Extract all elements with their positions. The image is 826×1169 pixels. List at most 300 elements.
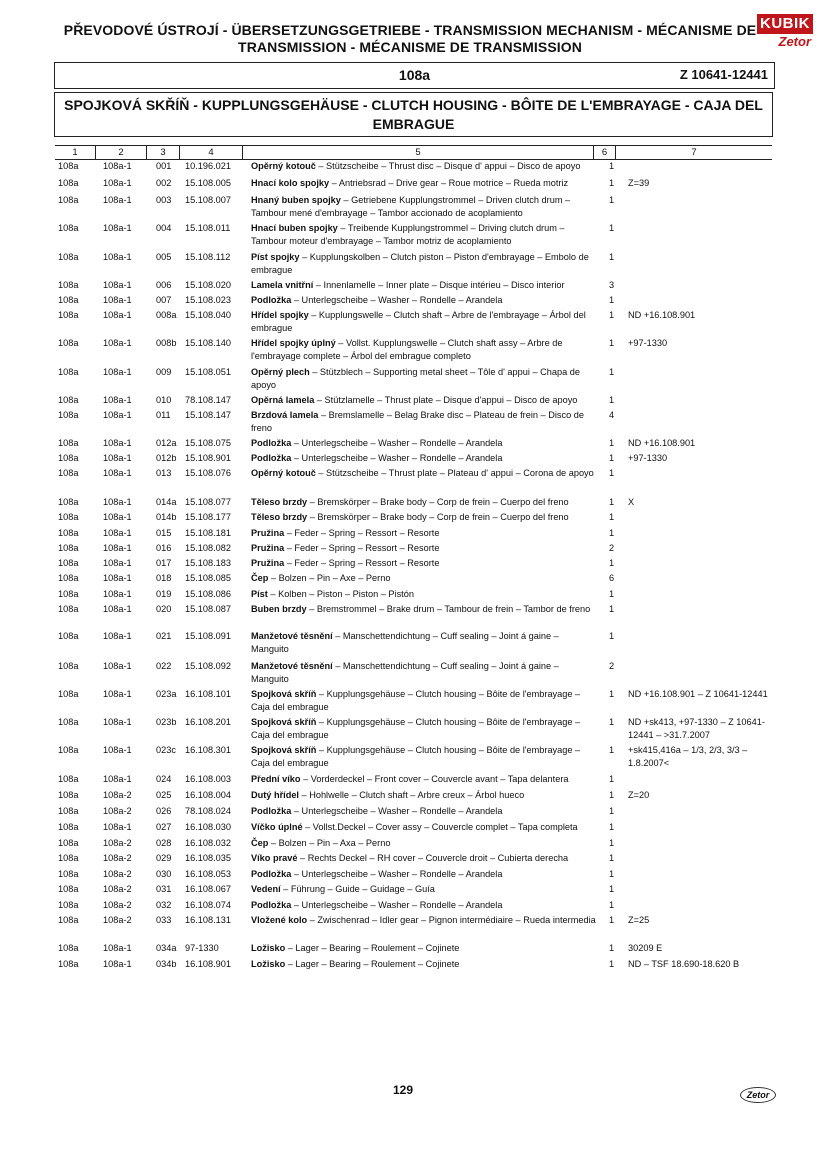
cell-section: 108a xyxy=(58,806,79,816)
description-translations: – Kolben – Piston – Piston – Pistón xyxy=(267,589,414,599)
cell-quantity: 1 xyxy=(609,161,615,171)
cell-part-number: 15.108.183 xyxy=(185,558,231,568)
description-translations: – Manschettendichtung – Cuff sealing – Joint á gaine – Manguito xyxy=(251,661,559,684)
cell-position: 009 xyxy=(156,367,172,377)
description-translations: – Vorderdeckel – Front cover – Couvercle avant – Tapa delantera xyxy=(300,774,569,784)
description-czech: Vložené kolo xyxy=(251,915,308,925)
description-translations: – Bremskörper – Brake body – Corp de frein – Cuerpo del freno xyxy=(307,497,569,507)
cell-part-number: 15.108.011 xyxy=(185,223,231,233)
cell-figure: 108a-1 xyxy=(103,543,132,553)
cell-description xyxy=(251,958,596,971)
description-translations: – Kupplungsgehäuse – Clutch housing – Bôite de l'embrayage – Caja del embrague xyxy=(251,745,581,768)
cell-figure: 108a-1 xyxy=(103,573,132,583)
cell-quantity: 2 xyxy=(609,543,615,553)
cell-section: 108a xyxy=(58,558,79,568)
cell-quantity: 1 xyxy=(609,790,615,800)
cell-position: 028 xyxy=(156,838,172,848)
cell-position: 010 xyxy=(156,395,172,405)
cell-position: 003 xyxy=(156,195,172,205)
cell-quantity: 1 xyxy=(609,310,615,320)
cell-part-number: 15.108.085 xyxy=(185,573,231,583)
cell-description xyxy=(251,716,596,742)
cell-quantity: 4 xyxy=(609,410,615,420)
description-translations: – Bremslamelle – Belag Brake disc – Plateau de frein – Disco de freno xyxy=(251,410,584,433)
description-czech: Podložka xyxy=(251,438,292,448)
cell-description xyxy=(251,337,596,363)
cell-figure: 108a-1 xyxy=(103,338,132,348)
cell-description xyxy=(251,899,596,912)
description-czech: Čep xyxy=(251,838,269,848)
cell-section: 108a xyxy=(58,790,79,800)
cell-section: 108a xyxy=(58,395,79,405)
description-translations: – Antriebsrad – Drive gear – Roue motrice – Rueda motriz xyxy=(329,178,569,188)
cell-quantity: 1 xyxy=(609,631,615,641)
cell-part-number: 16.108.131 xyxy=(185,915,231,925)
cell-description xyxy=(251,603,596,616)
logo-brand: KUBIK xyxy=(757,14,813,34)
cell-section: 108a xyxy=(58,310,79,320)
cell-quantity: 1 xyxy=(609,774,615,784)
cell-position: 008a xyxy=(156,310,177,320)
description-translations: – Rechts Deckel – RH cover – Couvercle droit – Cubierta derecha xyxy=(297,853,569,863)
cell-figure: 108a-1 xyxy=(103,252,132,262)
cell-part-number: 15.108.091 xyxy=(185,631,231,641)
description-translations: – Unterlegscheibe – Washer – Rondelle – Arandela xyxy=(291,806,503,816)
description-czech: Hřídel spojky xyxy=(251,310,309,320)
cell-quantity: 6 xyxy=(609,573,615,583)
cell-position: 027 xyxy=(156,822,172,832)
cell-description xyxy=(251,177,596,190)
cell-quantity: 1 xyxy=(609,884,615,894)
section-code-box xyxy=(54,62,775,89)
cell-section: 108a xyxy=(58,367,79,377)
cell-quantity: 1 xyxy=(609,195,615,205)
cell-quantity: 1 xyxy=(609,338,615,348)
cell-position: 007 xyxy=(156,295,172,305)
cell-position: 026 xyxy=(156,806,172,816)
logo-sub: Zetor xyxy=(778,34,811,49)
cell-section: 108a xyxy=(58,468,79,478)
cell-figure: 108a-1 xyxy=(103,195,132,205)
description-translations: – Stützscheibe – Thrust plate – Plateau d' appui – Corona de apoyo xyxy=(315,468,594,478)
cell-position: 012a xyxy=(156,438,177,448)
group-title-box xyxy=(54,92,773,137)
cell-figure: 108a-2 xyxy=(103,900,132,910)
description-translations: – Vollst.Deckel – Cover assy – Couvercle complet – Tapa completa xyxy=(302,822,578,832)
cell-description xyxy=(251,467,596,480)
cell-section: 108a xyxy=(58,745,79,755)
serial-range: Z 10641-12441 xyxy=(679,67,768,82)
cell-description xyxy=(251,868,596,881)
cell-figure: 108a-1 xyxy=(103,943,132,953)
col-head-2: 2 xyxy=(118,147,124,158)
cell-position: 018 xyxy=(156,573,172,583)
cell-part-number: 15.108.082 xyxy=(185,543,231,553)
cell-section: 108a xyxy=(58,689,79,699)
cell-description xyxy=(251,744,596,770)
cell-position: 020 xyxy=(156,604,172,614)
cell-position: 015 xyxy=(156,528,172,538)
cell-description xyxy=(251,294,596,307)
cell-description xyxy=(251,511,596,524)
description-czech: Spojková skříň xyxy=(251,689,317,699)
cell-note: X xyxy=(628,497,635,507)
cell-part-number: 15.108.181 xyxy=(185,528,231,538)
cell-description xyxy=(251,805,596,818)
cell-note: +97-1330 xyxy=(628,453,668,463)
cell-quantity: 1 xyxy=(609,438,615,448)
cell-figure: 108a-1 xyxy=(103,161,132,171)
cell-section: 108a xyxy=(58,631,79,641)
column-header xyxy=(55,145,772,160)
group-title-line2: EMBRAGUE xyxy=(372,116,455,132)
description-translations: – Manschettendichtung – Cuff sealing – Joint á gaine – Manguito xyxy=(251,631,559,654)
cell-position: 029 xyxy=(156,853,172,863)
cell-description xyxy=(251,588,596,601)
zetor-logo: Zetor xyxy=(740,1087,776,1103)
col-head-5: 5 xyxy=(415,147,421,158)
cell-position: 031 xyxy=(156,884,172,894)
cell-description xyxy=(251,630,596,656)
cell-part-number: 15.108.147 xyxy=(185,410,231,420)
cell-position: 034a xyxy=(156,943,177,953)
cell-section: 108a xyxy=(58,178,79,188)
cell-part-number: 15.108.140 xyxy=(185,338,231,348)
cell-position: 012b xyxy=(156,453,177,463)
cell-quantity: 1 xyxy=(609,604,615,614)
cell-quantity: 1 xyxy=(609,689,615,699)
cell-position: 021 xyxy=(156,631,172,641)
cell-section: 108a xyxy=(58,338,79,348)
cell-note: ND +16.108.901 – Z 10641-12441 xyxy=(628,689,768,699)
cell-position: 030 xyxy=(156,869,172,879)
cell-figure: 108a-1 xyxy=(103,717,132,727)
description-translations: – Feder – Spring – Ressort – Resorte xyxy=(284,543,440,553)
cell-part-number: 15.108.023 xyxy=(185,295,231,305)
cell-section: 108a xyxy=(58,295,79,305)
cell-section: 108a xyxy=(58,410,79,420)
description-translations: – Bremstrommel – Brake drum – Tambour de frein – Tambor de freno xyxy=(306,604,591,614)
description-czech: Opěrný plech xyxy=(251,367,310,377)
cell-part-number: 10.196.021 xyxy=(185,161,231,171)
cell-section: 108a xyxy=(58,512,79,522)
cell-section: 108a xyxy=(58,543,79,553)
page-title xyxy=(60,22,760,56)
cell-part-number: 15.108.075 xyxy=(185,438,231,448)
description-czech: Ložisko xyxy=(251,943,286,953)
cell-figure: 108a-1 xyxy=(103,558,132,568)
section-code: 108a xyxy=(398,67,431,83)
col-head-3: 3 xyxy=(160,147,166,158)
description-translations: – Unterlegscheibe – Washer – Rondelle – Arandela xyxy=(291,869,503,879)
cell-description xyxy=(251,527,596,540)
cell-section: 108a xyxy=(58,573,79,583)
description-czech: Přední víko xyxy=(251,774,301,784)
cell-section: 108a xyxy=(58,438,79,448)
cell-position: 001 xyxy=(156,161,172,171)
cell-section: 108a xyxy=(58,280,79,290)
cell-section: 108a xyxy=(58,869,79,879)
description-czech: Dutý hřídel xyxy=(251,790,299,800)
cell-figure: 108a-2 xyxy=(103,884,132,894)
cell-position: 025 xyxy=(156,790,172,800)
cell-position: 011 xyxy=(156,410,171,420)
description-czech: Čep xyxy=(251,573,269,583)
cell-description xyxy=(251,852,596,865)
cell-position: 013 xyxy=(156,468,172,478)
description-czech: Manžetové těsnění xyxy=(251,631,333,641)
description-czech: Podložka xyxy=(251,453,292,463)
cell-section: 108a xyxy=(58,943,79,953)
cell-note: ND +16.108.901 xyxy=(628,310,696,320)
cell-section: 108a xyxy=(58,195,79,205)
cell-position: 014b xyxy=(156,512,177,522)
description-czech: Podložka xyxy=(251,869,292,879)
cell-description xyxy=(251,309,596,335)
cell-figure: 108a-1 xyxy=(103,745,132,755)
description-czech: Pružina xyxy=(251,528,285,538)
cell-part-number: 97-1330 xyxy=(185,943,219,953)
description-translations: – Hohlwelle – Clutch shaft – Arbre creux – Árbol hueco xyxy=(298,790,525,800)
description-czech: Ložisko xyxy=(251,959,286,969)
description-czech: Hnací buben spojky xyxy=(251,223,338,233)
cell-position: 004 xyxy=(156,223,172,233)
cell-figure: 108a-1 xyxy=(103,959,132,969)
cell-position: 033 xyxy=(156,915,172,925)
description-czech: Spojková skříň xyxy=(251,717,317,727)
description-czech: Podložka xyxy=(251,295,292,305)
cell-note: ND +sk413, +97-1330 – Z 10641-12441 – >31.7.2007 xyxy=(628,717,765,740)
cell-part-number: 16.108.074 xyxy=(185,900,231,910)
cell-section: 108a xyxy=(58,453,79,463)
cell-description xyxy=(251,496,596,509)
description-translations: – Stützscheibe – Thrust disc – Disque d' appui – Disco de apoyo xyxy=(315,161,581,171)
cell-part-number: 16.108.030 xyxy=(185,822,231,832)
cell-description xyxy=(251,394,596,407)
cell-section: 108a xyxy=(58,717,79,727)
cell-description xyxy=(251,251,596,277)
cell-position: 022 xyxy=(156,661,172,671)
cell-part-number: 15.108.901 xyxy=(185,453,231,463)
cell-position: 016 xyxy=(156,543,172,553)
cell-quantity: 1 xyxy=(609,915,615,925)
cell-part-number: 16.108.035 xyxy=(185,853,231,863)
cell-description xyxy=(251,572,596,585)
cell-quantity: 1 xyxy=(609,395,615,405)
description-czech: Těleso brzdy xyxy=(251,497,308,507)
description-czech: Víčko úplné xyxy=(251,822,303,832)
cell-position: 024 xyxy=(156,774,172,784)
cell-part-number: 16.108.004 xyxy=(185,790,231,800)
description-translations: – Unterlegscheibe – Washer – Rondelle – Arandela xyxy=(291,295,503,305)
cell-description xyxy=(251,660,596,686)
cell-description xyxy=(251,409,596,435)
cell-part-number: 16.108.032 xyxy=(185,838,231,848)
cell-description xyxy=(251,222,596,248)
cell-quantity: 1 xyxy=(609,453,615,463)
cell-figure: 108a-2 xyxy=(103,790,132,800)
cell-quantity: 1 xyxy=(609,558,615,568)
cell-quantity: 1 xyxy=(609,822,615,832)
cell-position: 034b xyxy=(156,959,177,969)
cell-note: ND +16.108.901 xyxy=(628,438,696,448)
cell-part-number: 15.108.007 xyxy=(185,195,231,205)
description-translations: – Unterlegscheibe – Washer – Rondelle – Arandela xyxy=(291,900,503,910)
description-translations: – Lager – Bearing – Roulement – Cojinete xyxy=(285,959,460,969)
cell-part-number: 15.108.051 xyxy=(185,367,231,377)
cell-description xyxy=(251,914,596,927)
description-czech: Hnací kolo spojky xyxy=(251,178,330,188)
description-translations: – Führung – Guide – Guidage – Guía xyxy=(280,884,435,894)
description-czech: Brzdová lamela xyxy=(251,410,319,420)
cell-quantity: 1 xyxy=(609,869,615,879)
cell-position: 023b xyxy=(156,717,177,727)
cell-part-number: 16.108.003 xyxy=(185,774,231,784)
description-translations: – Stützblech – Supporting metal sheet – Tôle d' appui – Chapa de apoyo xyxy=(251,367,580,390)
cell-position: 032 xyxy=(156,900,172,910)
description-czech: Píst xyxy=(251,589,268,599)
cell-quantity: 1 xyxy=(609,745,615,755)
description-translations: – Bremskörper – Brake body – Corp de frein – Cuerpo del freno xyxy=(307,512,569,522)
cell-quantity: 2 xyxy=(609,661,615,671)
description-translations: – Kupplungskolben – Clutch piston – Piston d'embrayage – Embolo de embrague xyxy=(251,252,589,275)
cell-part-number: 16.108.101 xyxy=(185,689,231,699)
description-translations: – Treibende Kupplungstrommel – Driving clutch drum – Tambour moteur d'embrayage – Tambor motriz de acoplamiento xyxy=(251,223,565,246)
cell-figure: 108a-1 xyxy=(103,367,132,377)
description-translations: – Innenlamelle – Inner plate – Disque intérieu – Disco interior xyxy=(313,280,565,290)
cell-quantity: 3 xyxy=(609,280,615,290)
cell-figure: 108a-2 xyxy=(103,838,132,848)
cell-description xyxy=(251,452,596,465)
cell-figure: 108a-1 xyxy=(103,223,132,233)
cell-section: 108a xyxy=(58,223,79,233)
cell-figure: 108a-1 xyxy=(103,528,132,538)
cell-figure: 108a-1 xyxy=(103,178,132,188)
description-czech: Vedení xyxy=(251,884,281,894)
cell-figure: 108a-1 xyxy=(103,453,132,463)
cell-part-number: 15.108.005 xyxy=(185,178,231,188)
cell-section: 108a xyxy=(58,497,79,507)
cell-section: 108a xyxy=(58,161,79,171)
description-czech: Hřídel spojky úplný xyxy=(251,338,336,348)
cell-position: 006 xyxy=(156,280,172,290)
kubik-logo xyxy=(757,14,813,60)
cell-description xyxy=(251,688,596,714)
cell-section: 108a xyxy=(58,252,79,262)
description-czech: Píst spojky xyxy=(251,252,300,262)
description-translations: – Getriebene Kupplungstrommel – Driven clutch drum – Tambour mené d'embrayage – Tambor accionado de acoplamiento xyxy=(251,195,571,218)
description-translations: – Stützlamelle – Thrust plate – Disque d'appui – Disco de apoyo xyxy=(314,395,578,405)
cell-section: 108a xyxy=(58,822,79,832)
cell-figure: 108a-1 xyxy=(103,497,132,507)
cell-part-number: 15.108.040 xyxy=(185,310,231,320)
cell-figure: 108a-1 xyxy=(103,512,132,522)
cell-quantity: 1 xyxy=(609,468,615,478)
description-czech: Spojková skříň xyxy=(251,745,317,755)
cell-description xyxy=(251,837,596,850)
cell-figure: 108a-1 xyxy=(103,410,132,420)
cell-note: 30209 E xyxy=(628,943,663,953)
cell-quantity: 1 xyxy=(609,717,615,727)
cell-quantity: 1 xyxy=(609,367,615,377)
cell-note: +sk415,416a – 1/3, 2/3, 3/3 – 1.8.2007< xyxy=(628,745,748,768)
cell-figure: 108a-1 xyxy=(103,661,132,671)
cell-quantity: 1 xyxy=(609,223,615,233)
cell-figure: 108a-1 xyxy=(103,295,132,305)
cell-position: 014a xyxy=(156,497,177,507)
cell-quantity: 1 xyxy=(609,178,615,188)
cell-description xyxy=(251,773,596,786)
description-translations: – Feder – Spring – Ressort – Resorte xyxy=(284,558,440,568)
description-czech: Pružina xyxy=(251,543,285,553)
cell-quantity: 1 xyxy=(609,497,615,507)
cell-note: ND – TSF 18.690-18.620 B xyxy=(628,959,740,969)
description-translations: – Bolzen – Pin – Axa – Perno xyxy=(268,838,391,848)
cell-figure: 108a-1 xyxy=(103,395,132,405)
cell-part-number: 15.108.020 xyxy=(185,280,231,290)
cell-figure: 108a-1 xyxy=(103,689,132,699)
cell-figure: 108a-1 xyxy=(103,468,132,478)
cell-part-number: 15.108.077 xyxy=(185,497,231,507)
cell-position: 019 xyxy=(156,589,172,599)
cell-description xyxy=(251,160,596,173)
cell-figure: 108a-2 xyxy=(103,853,132,863)
cell-section: 108a xyxy=(58,884,79,894)
cell-note: Z=25 xyxy=(628,915,650,925)
col-head-4: 4 xyxy=(208,147,214,158)
cell-section: 108a xyxy=(58,528,79,538)
cell-part-number: 15.108.087 xyxy=(185,604,231,614)
cell-quantity: 1 xyxy=(609,252,615,262)
description-translations: – Unterlegscheibe – Washer – Rondelle – Arandela xyxy=(291,453,503,463)
cell-figure: 108a-1 xyxy=(103,774,132,784)
description-czech: Podložka xyxy=(251,806,292,816)
cell-section: 108a xyxy=(58,774,79,784)
cell-quantity: 1 xyxy=(609,838,615,848)
cell-description xyxy=(251,437,596,450)
cell-figure: 108a-2 xyxy=(103,869,132,879)
cell-description xyxy=(251,279,596,292)
cell-section: 108a xyxy=(58,838,79,848)
cell-quantity: 1 xyxy=(609,959,615,969)
cell-description xyxy=(251,789,596,802)
description-translations: – Kupplungswelle – Clutch shaft – Arbre de l'embrayage – Árbol del embrague xyxy=(251,310,586,333)
cell-part-number: 16.108.301 xyxy=(185,745,231,755)
cell-part-number: 78.108.024 xyxy=(185,806,231,816)
cell-figure: 108a-1 xyxy=(103,280,132,290)
cell-note: Z=39 xyxy=(628,178,650,188)
cell-section: 108a xyxy=(58,959,79,969)
cell-part-number: 16.108.053 xyxy=(185,869,231,879)
cell-part-number: 15.108.112 xyxy=(185,252,231,262)
cell-description xyxy=(251,821,596,834)
cell-section: 108a xyxy=(58,604,79,614)
cell-section: 108a xyxy=(58,589,79,599)
cell-note: Z=20 xyxy=(628,790,650,800)
cell-description xyxy=(251,942,596,955)
cell-section: 108a xyxy=(58,900,79,910)
cell-quantity: 1 xyxy=(609,528,615,538)
cell-note: +97-1330 xyxy=(628,338,668,348)
cell-quantity: 1 xyxy=(609,589,615,599)
cell-quantity: 1 xyxy=(609,512,615,522)
cell-part-number: 16.108.201 xyxy=(185,717,231,727)
description-czech: Buben brzdy xyxy=(251,604,307,614)
cell-position: 023a xyxy=(156,689,177,699)
description-czech: Lamela vnitřní xyxy=(251,280,314,290)
cell-section: 108a xyxy=(58,915,79,925)
description-czech: Podložka xyxy=(251,900,292,910)
